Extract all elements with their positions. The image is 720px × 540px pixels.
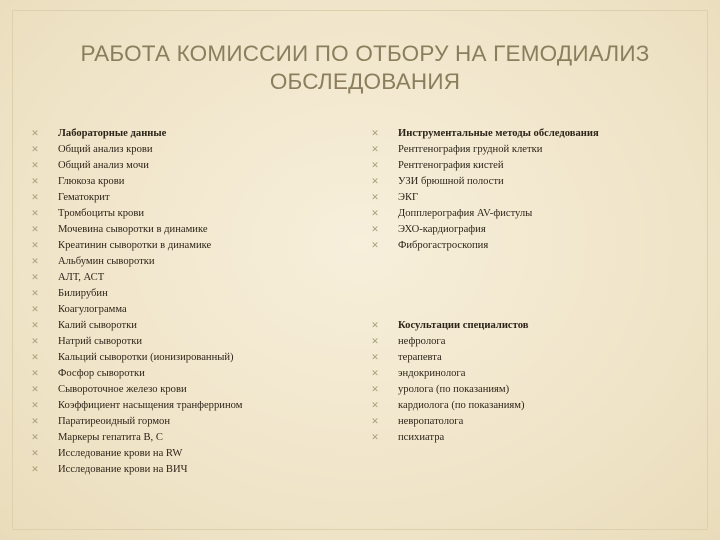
list-item: ✕ Натрий сыворотки xyxy=(30,334,330,350)
lab-data-list xyxy=(30,126,330,478)
cross-bullet-icon: ✕ xyxy=(371,177,379,187)
list-item: ✕ эндокринолога xyxy=(370,366,690,382)
list-item: ✕ Тромбоциты крови xyxy=(30,206,330,222)
list-item: ✕ Калий сыворотки xyxy=(30,318,330,334)
list-item: ✕ Коагулограмма xyxy=(30,302,330,318)
consultations-heading: ✕ Косультации специалистов xyxy=(370,318,690,334)
cross-bullet-icon: ✕ xyxy=(31,241,39,251)
cross-bullet-icon: ✕ xyxy=(31,449,39,459)
list-item: ✕ Допплерография AV-фистулы xyxy=(370,206,690,222)
list-item: ✕ Гематокрит xyxy=(30,190,330,206)
title-line-1: РАБОТА КОМИССИИ ПО ОТБОРУ НА ГЕМОДИАЛИЗ xyxy=(80,41,650,66)
list-item: ✕ Фосфор сыворотки xyxy=(30,366,330,382)
list-item: ✕ Коэффициент насыщения транферрином xyxy=(30,398,330,414)
cross-bullet-icon: ✕ xyxy=(31,337,39,347)
cross-bullet-icon: ✕ xyxy=(31,433,39,443)
cross-bullet-icon: ✕ xyxy=(371,161,379,171)
list-item: ✕ Общий анализ крови xyxy=(30,142,330,158)
cross-bullet-icon: ✕ xyxy=(31,209,39,219)
list-item: ✕ Исследование крови на RW xyxy=(30,446,330,462)
instrumental-methods-heading: ✕ Инструментальные методы обследования xyxy=(370,126,690,142)
list-spacer xyxy=(370,270,690,286)
list-item: ✕ Фиброгастроскопия xyxy=(370,238,690,254)
cross-bullet-icon: ✕ xyxy=(371,353,379,363)
cross-bullet-icon: ✕ xyxy=(31,465,39,475)
cross-bullet-icon: ✕ xyxy=(31,177,39,187)
list-spacer xyxy=(370,286,690,302)
cross-bullet-icon: ✕ xyxy=(371,129,379,139)
list-item: ✕ Рентгенография кистей xyxy=(370,158,690,174)
list-item: ✕ Альбумин сыворотки xyxy=(30,254,330,270)
cross-bullet-icon: ✕ xyxy=(371,369,379,379)
cross-bullet-icon: ✕ xyxy=(371,433,379,443)
list-item: ✕ Исследование крови на ВИЧ xyxy=(30,462,330,478)
cross-bullet-icon: ✕ xyxy=(31,321,39,331)
cross-bullet-icon: ✕ xyxy=(31,305,39,315)
list-item: ✕ Кальций сыворотки (ионизированный) xyxy=(30,350,330,366)
list-spacer xyxy=(370,302,690,318)
cross-bullet-icon: ✕ xyxy=(371,225,379,235)
cross-bullet-icon: ✕ xyxy=(31,145,39,155)
list-item: ✕ Маркеры гепатита B, C xyxy=(30,430,330,446)
cross-bullet-icon: ✕ xyxy=(31,225,39,235)
instrumental-methods-list xyxy=(370,126,690,446)
list-item: ✕ АЛТ, АСТ xyxy=(30,270,330,286)
list-item: ✕ Общий анализ мочи xyxy=(30,158,330,174)
cross-bullet-icon: ✕ xyxy=(371,193,379,203)
cross-bullet-icon: ✕ xyxy=(371,385,379,395)
list-spacer xyxy=(370,254,690,270)
cross-bullet-icon: ✕ xyxy=(31,193,39,203)
cross-bullet-icon: ✕ xyxy=(31,353,39,363)
list-item: ✕ кардиолога (по показаниям) xyxy=(370,398,690,414)
list-item: ✕ Билирубин xyxy=(30,286,330,302)
title-line-2: ОБСЛЕДОВАНИЯ xyxy=(269,69,461,94)
list-item: ✕ ЭХО-кардиография xyxy=(370,222,690,238)
lab-data-heading: ✕ Лабораторные данные xyxy=(30,126,330,142)
list-item: ✕ ЭКГ xyxy=(370,190,690,206)
cross-bullet-icon: ✕ xyxy=(31,161,39,171)
cross-bullet-icon: ✕ xyxy=(31,401,39,411)
cross-bullet-icon: ✕ xyxy=(31,129,39,139)
cross-bullet-icon: ✕ xyxy=(31,417,39,427)
cross-bullet-icon: ✕ xyxy=(31,257,39,267)
list-item: ✕ Мочевина сыворотки в динамике xyxy=(30,222,330,238)
list-item: ✕ УЗИ брюшной полости xyxy=(370,174,690,190)
list-item: ✕ Креатинин сыворотки в динамике xyxy=(30,238,330,254)
cross-bullet-icon: ✕ xyxy=(371,209,379,219)
cross-bullet-icon: ✕ xyxy=(31,385,39,395)
cross-bullet-icon: ✕ xyxy=(31,289,39,299)
list-item: ✕ психиатра xyxy=(370,430,690,446)
list-item: ✕ Глюкоза крови xyxy=(30,174,330,190)
cross-bullet-icon: ✕ xyxy=(371,401,379,411)
list-item: ✕ уролога (по показаниям) xyxy=(370,382,690,398)
list-item: ✕ невропатолога xyxy=(370,414,690,430)
cross-bullet-icon: ✕ xyxy=(371,417,379,427)
cross-bullet-icon: ✕ xyxy=(371,337,379,347)
cross-bullet-icon: ✕ xyxy=(371,321,379,331)
list-item: ✕ Рентгенография грудной клетки xyxy=(370,142,690,158)
cross-bullet-icon: ✕ xyxy=(371,241,379,251)
list-item: ✕ терапевта xyxy=(370,350,690,366)
slide-title xyxy=(20,40,710,96)
cross-bullet-icon: ✕ xyxy=(31,369,39,379)
cross-bullet-icon: ✕ xyxy=(31,273,39,283)
list-item: ✕ Сывороточное железо крови xyxy=(30,382,330,398)
list-item: ✕ Паратиреоидный гормон xyxy=(30,414,330,430)
cross-bullet-icon: ✕ xyxy=(371,145,379,155)
list-item: ✕ нефролога xyxy=(370,334,690,350)
